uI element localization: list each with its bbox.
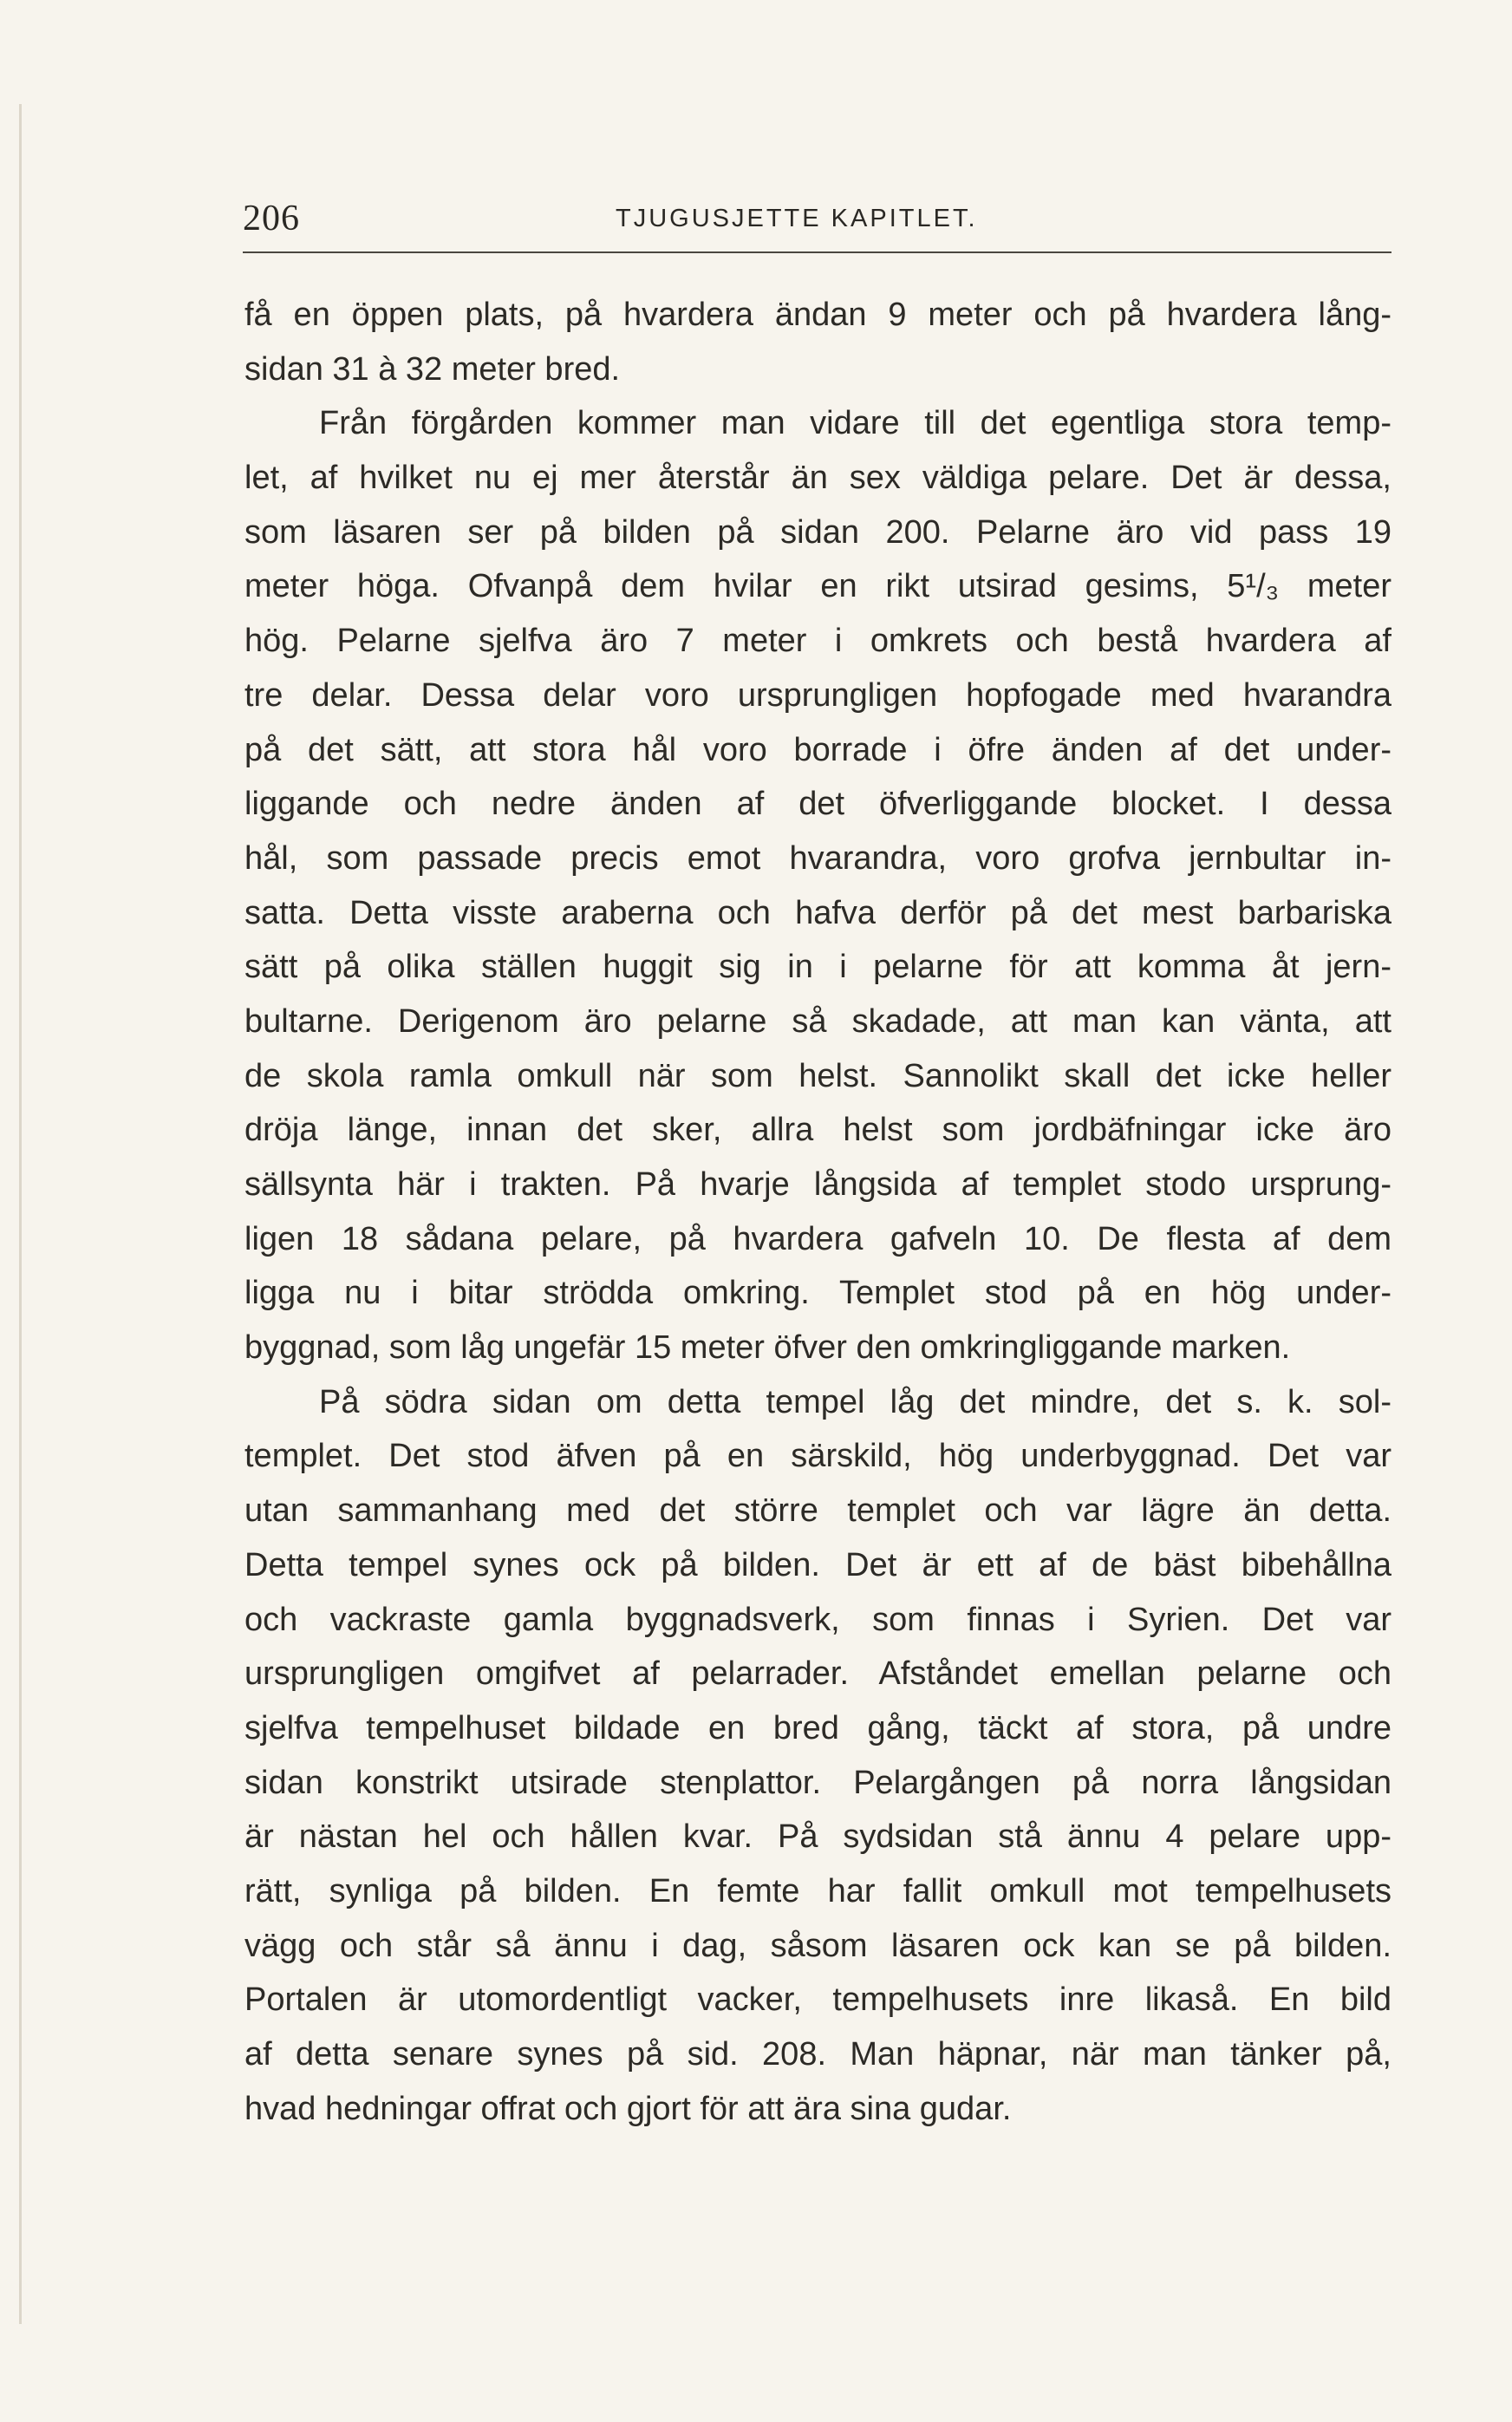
text-line: är nästan hel och hållen kvar. På sydsidan stå ännu 4 pelare upp- [244,1818,1391,1856]
text-line: utan sammanhang med det större templet och var lägre än detta. [244,1492,1391,1530]
text-line: hvad hedningar offrat och gjort för att ära sina gudar. [244,2090,1012,2127]
text-line: templet. Det stod äfven på en särskild, hög underbyggnad. Det var [244,1438,1391,1475]
text-line: bultarne. Derigenom äro pelarne så skadade, att man kan vänta, att [244,1002,1391,1040]
text-line: ligen 18 sådana pelare, på hvardera gafveln 10. De flesta af dem [244,1220,1391,1257]
text-line: satta. Detta visste araberna och hafva derför på det mest barbariska [244,894,1391,931]
text-line: På södra sidan om detta tempel låg det mindre, det s. k. sol- [319,1383,1391,1420]
text-line: meter höga. Ofvanpå dem hvilar en rikt utsirad gesims, 5¹/₃ meter [244,568,1391,605]
text-line: Detta tempel synes ock på bilden. Det är ett af de bäst bibehållna [244,1546,1391,1583]
text-line: Portalen är utomordentligt vacker, tempelhusets inre likaså. En bild [244,1981,1391,2019]
text-line: tre delar. Dessa delar voro ursprungligen hopfogade med hvarandra [244,676,1391,714]
text-line: let, af hvilket nu ej mer återstår än sex väldiga pelare. Det är dessa, [244,460,1391,497]
text-line: på det sätt, att stora hål voro borrade i öfre änden af det under- [244,731,1391,768]
text-line: ligga nu i bitar strödda omkring. Templet stod på en hög under- [244,1275,1391,1312]
text-line: sätt på olika ställen huggit sig in i pelarne för att komma åt jern- [244,949,1391,986]
text-line: Från förgården kommer man vidare till det egentliga stora temp- [319,405,1391,442]
text-line: sidan konstrikt utsirade stenplattor. Pelargången på norra långsidan [244,1764,1391,1801]
running-head: TJUGUSJETTE KAPITLET. [616,205,978,232]
text-line: dröja länge, innan det sker, allra helst som jordbäfningar icke äro [244,1112,1391,1149]
body-text [244,288,1391,2136]
text-line: sidan 31 à 32 meter bred. [244,350,621,388]
page-header [243,189,1391,241]
page-number: 206 [243,199,300,238]
text-line: de skola ramla omkull när som helst. Sannolikt skall det icke heller [244,1057,1391,1094]
text-line: byggnad, som låg ungefär 15 meter öfver den omkringliggande marken. [244,1329,1291,1367]
header-rule [243,251,1391,253]
page-edge-shadow [19,104,22,2324]
text-line: som läsaren ser på bilden på sidan 200. Pelarne äro vid pass 19 [244,513,1391,551]
text-line: sällsynta här i trakten. På hvarje långsida af templet stodo ursprung- [244,1166,1391,1203]
text-line: rätt, synliga på bilden. En femte har fallit omkull mot tempelhusets [244,1872,1391,1910]
text-line: hög. Pelarne sjelfva äro 7 meter i omkrets och bestå hvardera af [244,623,1391,660]
text-line: hål, som passade precis emot hvarandra, voro grofva jernbultar in- [244,839,1391,877]
text-line: vägg och står så ännu i dag, såsom läsaren ock kan se på bilden. [244,1927,1391,1964]
text-line: liggande och nedre änden af det öfverliggande blocket. I dessa [244,786,1391,823]
text-line: få en öppen plats, på hvardera ändan 9 meter och på hvardera lång- [244,297,1391,333]
text-line: och vackraste gamla byggnadsverk, som finnas i Syrien. Det var [244,1601,1391,1638]
text-line: ursprungligen omgifvet af pelarrader. Afståndet emellan pelarne och [244,1655,1391,1693]
text-line: sjelfva tempelhuset bildade en bred gång, täckt af stora, på undre [244,1709,1391,1746]
text-line: af detta senare synes på sid. 208. Man häpnar, när man tänker på, [244,2036,1391,2073]
